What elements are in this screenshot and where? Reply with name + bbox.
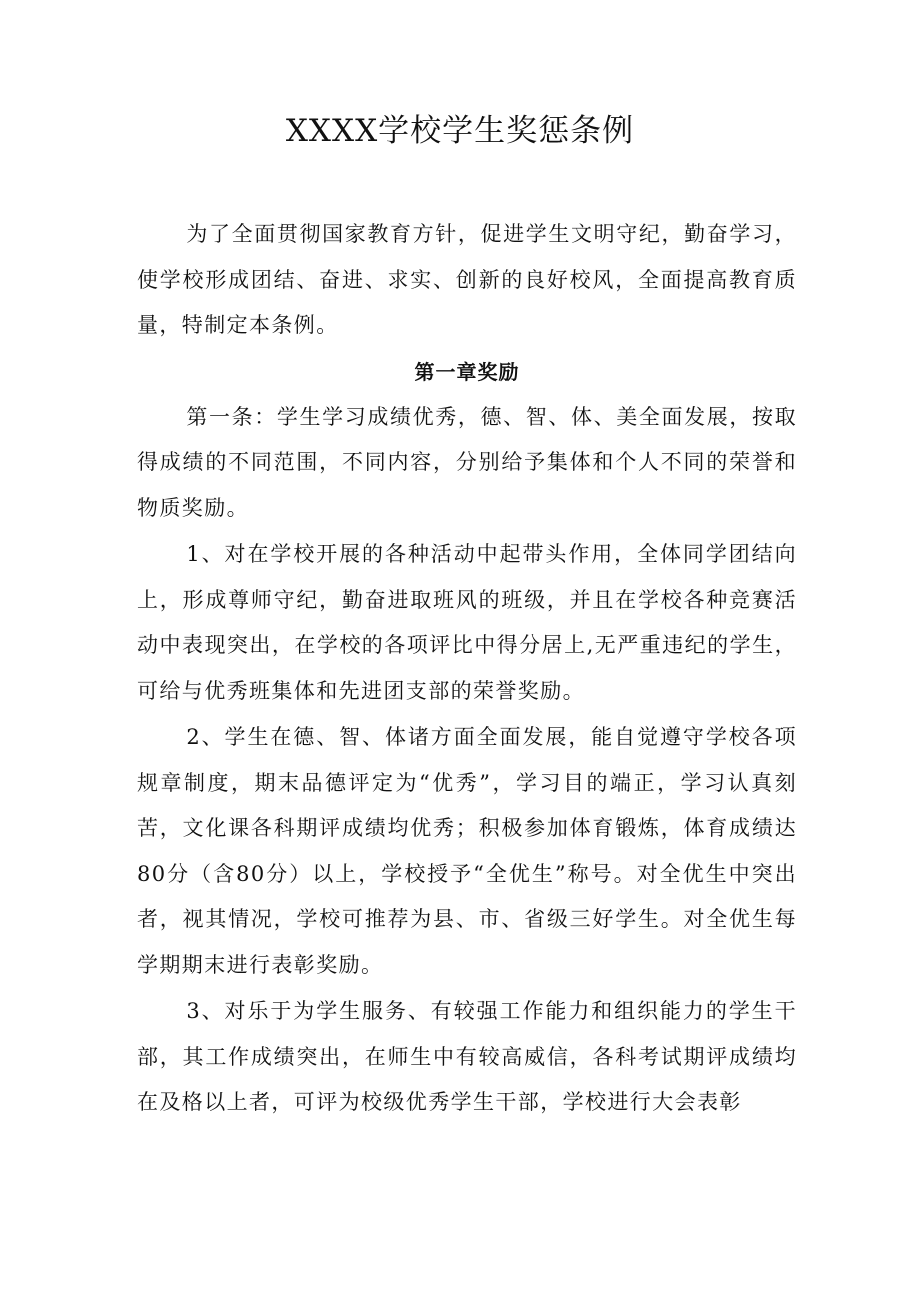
item-3-paragraph: 3、对乐于为学生服务、有较强工作能力和组织能力的学生干部，其工作成绩突出，在师生中有较高威信，各科考试期评成绩均在及格以上者，可评为校级优秀学生干部，学校进行大会表彰 xyxy=(137,999,797,1114)
document-title: XXXX学校学生奖惩条例 xyxy=(285,113,635,149)
intro-paragraph: 为了全面贯彻国家教育方针，促进学生文明守纪，勤奋学习，使学校形成团结、奋进、求实、创新的良好校风，全面提高教育质量，特制定本条例。 xyxy=(137,222,797,337)
document-body xyxy=(137,212,797,1126)
item-2-paragraph: 2、学生在德、智、体诸方面全面发展，能自觉遵守学校各项规章制度，期末品德评定为“优秀”，学习目的端正，学习认真刻苦，文化课各科期评成绩均优秀；积极参加体育锻炼，体育成绩达80分（含80分）以上，学校授予“全优生”称号。对全优生中突出者，视其情况，学校可推荐为县、市、省级三好学生。对全优生每学期期末进行表彰奖励。 xyxy=(137,725,797,977)
item-1-paragraph: 1、对在学校开展的各种活动中起带头作用，全体同学团结向上，形成尊师守纪，勤奋进取班风的班级，并且在学校各种竞赛活动中表现突出，在学校的各项评比中得分居上,无严重违纪的学生，可给与优秀班集体和先进团支部的荣誉奖励。 xyxy=(137,542,797,703)
chapter-heading: 第一章奖励 xyxy=(414,359,520,384)
article-1-paragraph: 第一条：学生学习成绩优秀，德、智、体、美全面发展，按取得成绩的不同范围，不同内容，分别给予集体和个人不同的荣誉和物质奖励。 xyxy=(137,404,797,520)
